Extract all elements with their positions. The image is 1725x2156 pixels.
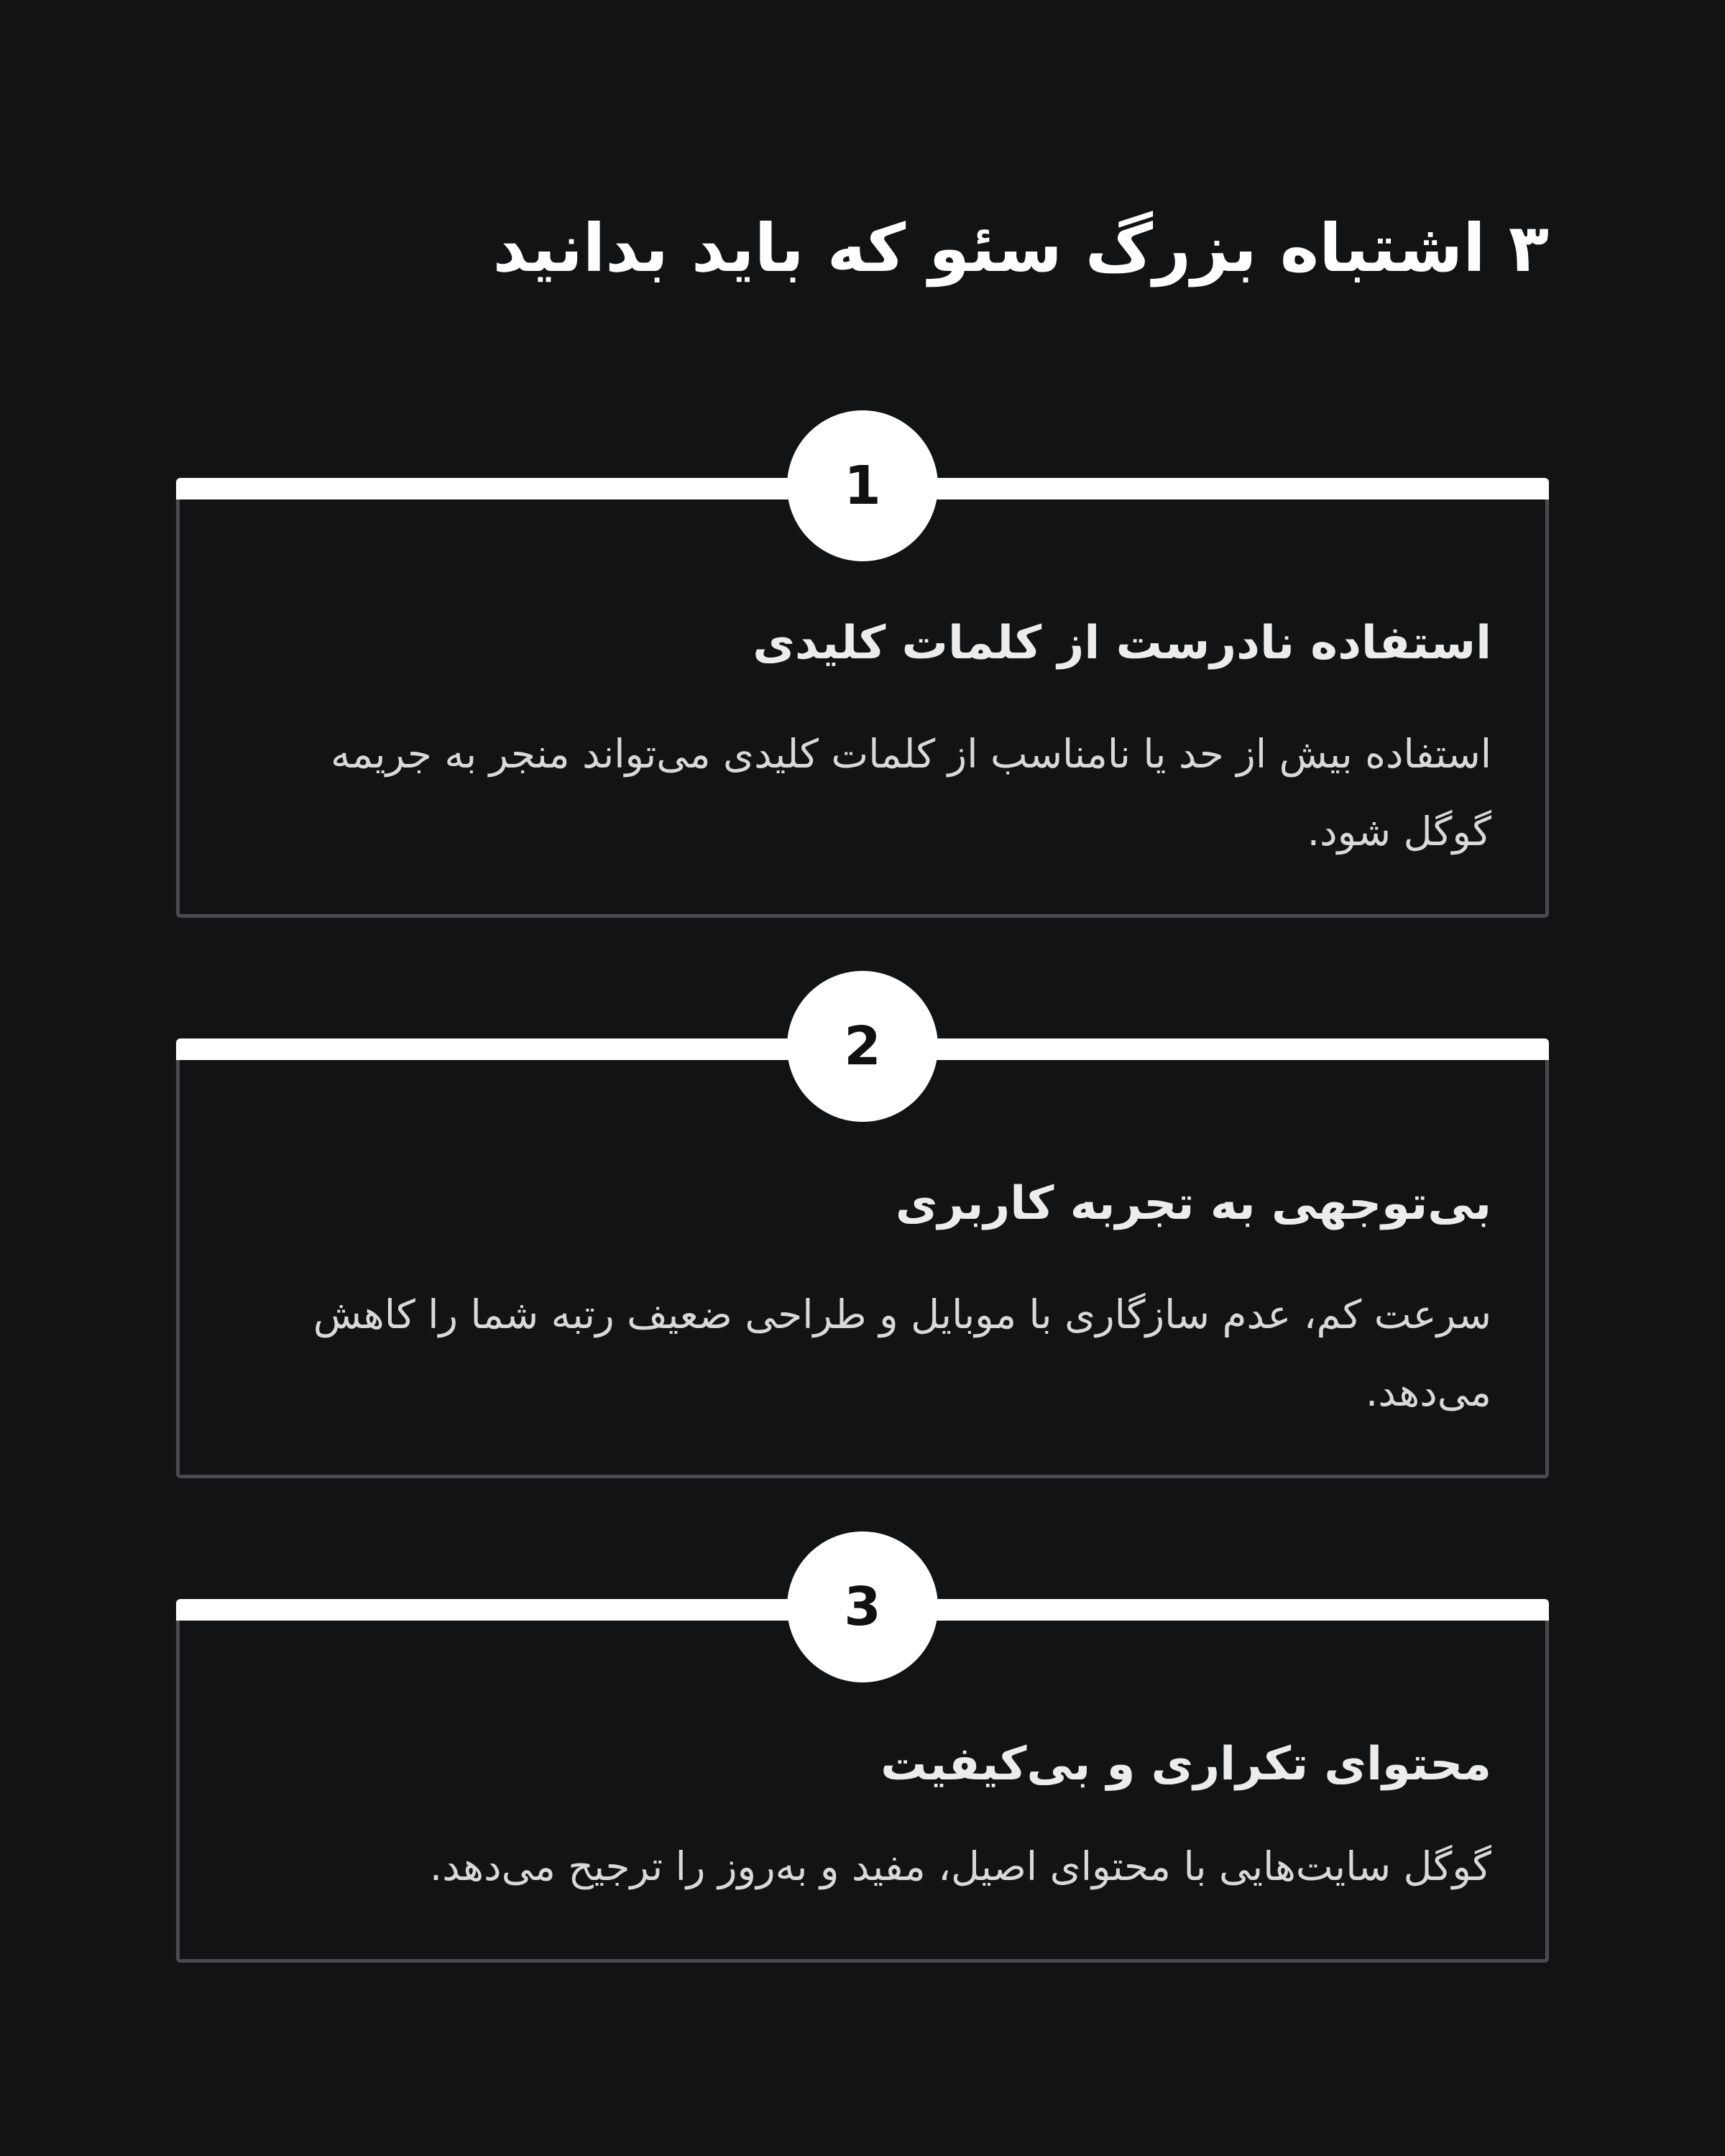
card-description: استفاده بیش از حد یا نامناسب از کلمات کلیدی می‌تواند منجر به جریمه گوگل شود. bbox=[330, 731, 1491, 854]
badge-number: 1 bbox=[844, 455, 881, 517]
seo-mistake-card bbox=[176, 1576, 1549, 1963]
page-title: ۳ اشتباه بزرگ سئو که باید بدانید bbox=[492, 210, 1549, 287]
number-badge bbox=[787, 971, 938, 1122]
number-badge bbox=[787, 410, 938, 561]
card-description: گوگل سایت‌هایی با محتوای اصیل، مفید و به‌روز را ترجیح می‌دهد. bbox=[429, 1843, 1491, 1889]
card-title: بی‌توجهی به تجربه کاربری bbox=[895, 1177, 1491, 1230]
badge-number: 3 bbox=[844, 1576, 881, 1638]
card-title: استفاده نادرست از کلمات کلیدی bbox=[753, 617, 1491, 670]
badge-number: 2 bbox=[844, 1015, 881, 1077]
seo-mistake-card bbox=[176, 455, 1549, 918]
seo-mistake-card bbox=[176, 1015, 1549, 1478]
card-description: سرعت کم، عدم سازگاری با موبایل و طراحی ضعیف رتبه شما را کاهش می‌دهد. bbox=[313, 1291, 1491, 1415]
card-title: محتوای تکراری و بی‌کیفیت bbox=[880, 1738, 1491, 1791]
number-badge bbox=[787, 1531, 938, 1682]
